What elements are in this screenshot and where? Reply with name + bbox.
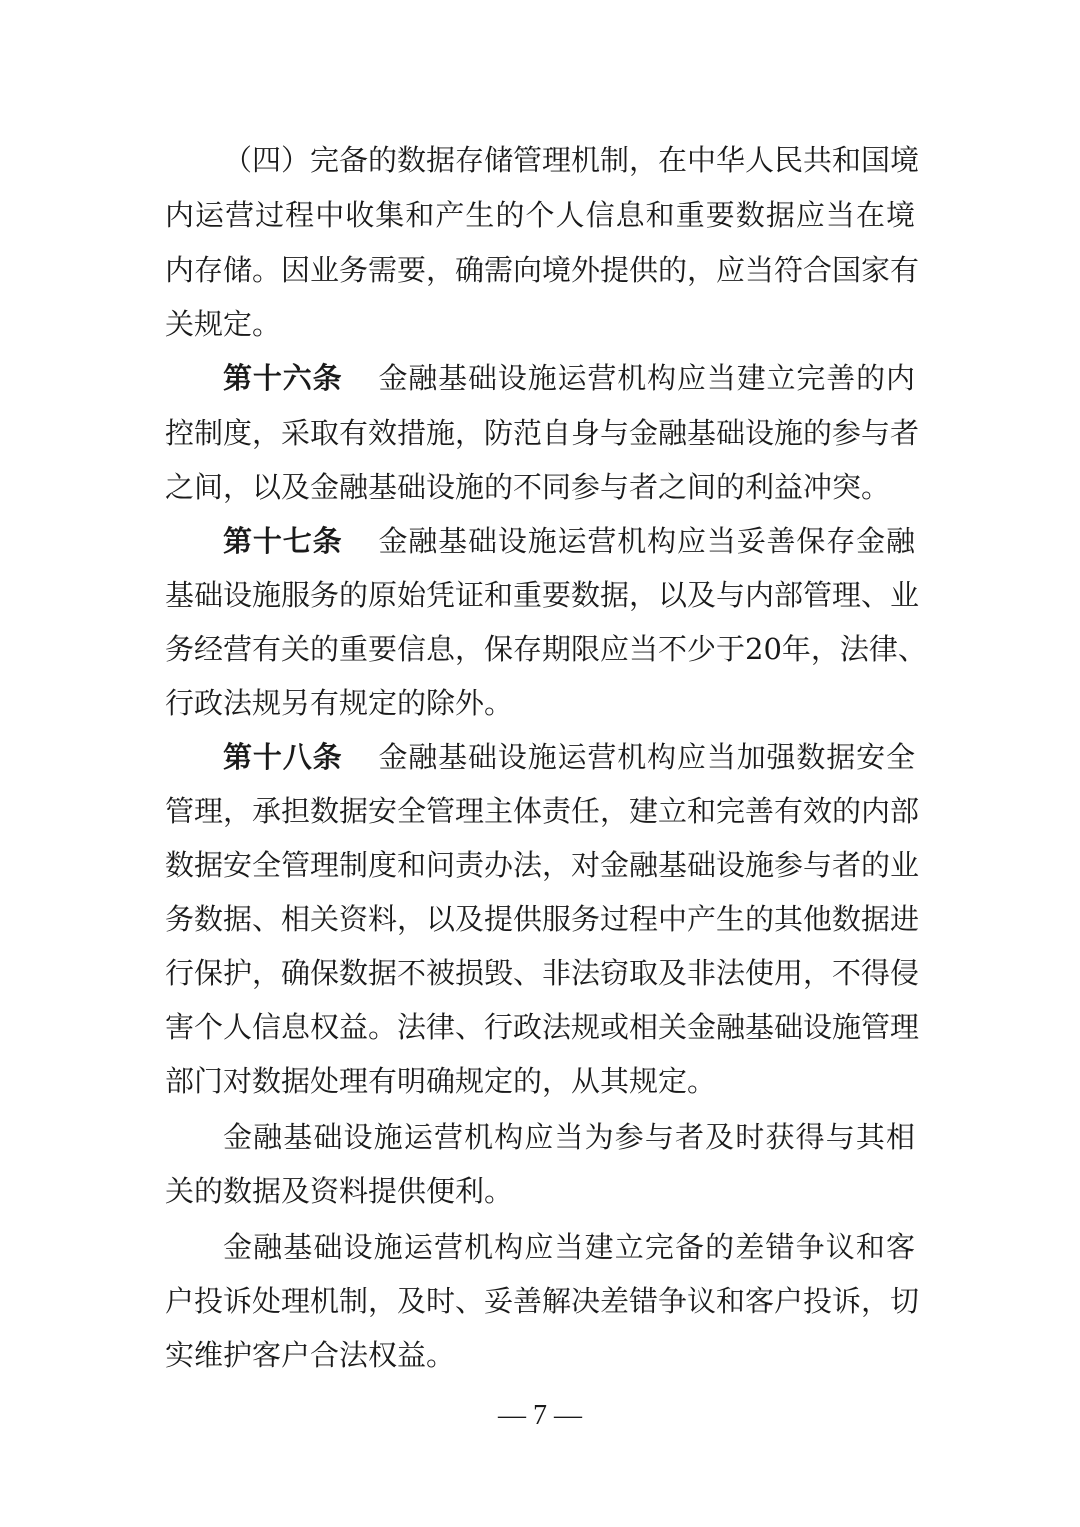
paragraph-line: 金融基础设施运营机构应当为参与者及时获得与其相 [223,1120,915,1154]
paragraph-text: 金融基础设施运营机构应当加强数据安全 [378,740,915,774]
article-18-first-line [223,730,915,784]
paragraph-line: 实维护客户合法权益。 [165,1338,456,1372]
paragraph-line: 内运营过程中收集和产生的个人信息和重要数据应当在境 [165,198,915,232]
paragraph-line: 户投诉处理机制，及时、妥善解决差错争议和客户投诉，切 [165,1284,920,1318]
paragraph-line: 管理，承担数据安全管理主体责任，建立和完善有效的内部 [165,794,920,828]
paragraph-line: 害个人信息权益。法律、行政法规或相关金融基础设施管理 [165,1010,920,1044]
article-16-label: 第十六条 [223,361,343,395]
paragraph-line: 控制度，采取有效措施，防范自身与金融基础设施的参与者 [165,416,920,450]
article-17-label: 第十七条 [223,524,343,558]
paragraph-line: 基础设施服务的原始凭证和重要数据，以及与内部管理、业 [165,578,920,612]
paragraph-line: 部门对数据处理有明确规定的，从其规定。 [165,1064,717,1098]
article-17-first-line [223,514,915,568]
article-18-label: 第十八条 [223,740,343,774]
paragraph-line: 关的数据及资料提供便利。 [165,1174,514,1208]
paragraph-line: 务数据、相关资料，以及提供服务过程中产生的其他数据进 [165,902,920,936]
article-16-first-line [223,351,915,405]
paragraph-line: 之间，以及金融基础设施的不同参与者之间的利益冲突。 [165,470,891,504]
paragraph-line: 行保护，确保数据不被损毁、非法窃取及非法使用，不得侵 [165,956,920,990]
paragraph-line: 行政法规另有规定的除外。 [165,686,514,720]
paragraph-text: 金融基础设施运营机构应当妥善保存金融 [378,524,915,558]
paragraph-line: 内存储。因业务需要，确需向境外提供的，应当符合国家有 [165,253,920,287]
paragraph-line: 务经营有关的重要信息，保存期限应当不少于20年，法律、 [165,632,927,666]
paragraph-line: 数据安全管理制度和问责办法，对金融基础设施参与者的业 [165,848,920,882]
paragraph-text: 金融基础设施运营机构应当建立完善的内 [378,361,915,395]
paragraph-line: （四）完备的数据存储管理机制，在中华人民共和国境 [223,143,920,177]
paragraph-line: 关规定。 [165,307,282,341]
page-number: — 7 — [498,1400,582,1431]
paragraph-line: 金融基础设施运营机构应当建立完备的差错争议和客 [223,1230,915,1264]
